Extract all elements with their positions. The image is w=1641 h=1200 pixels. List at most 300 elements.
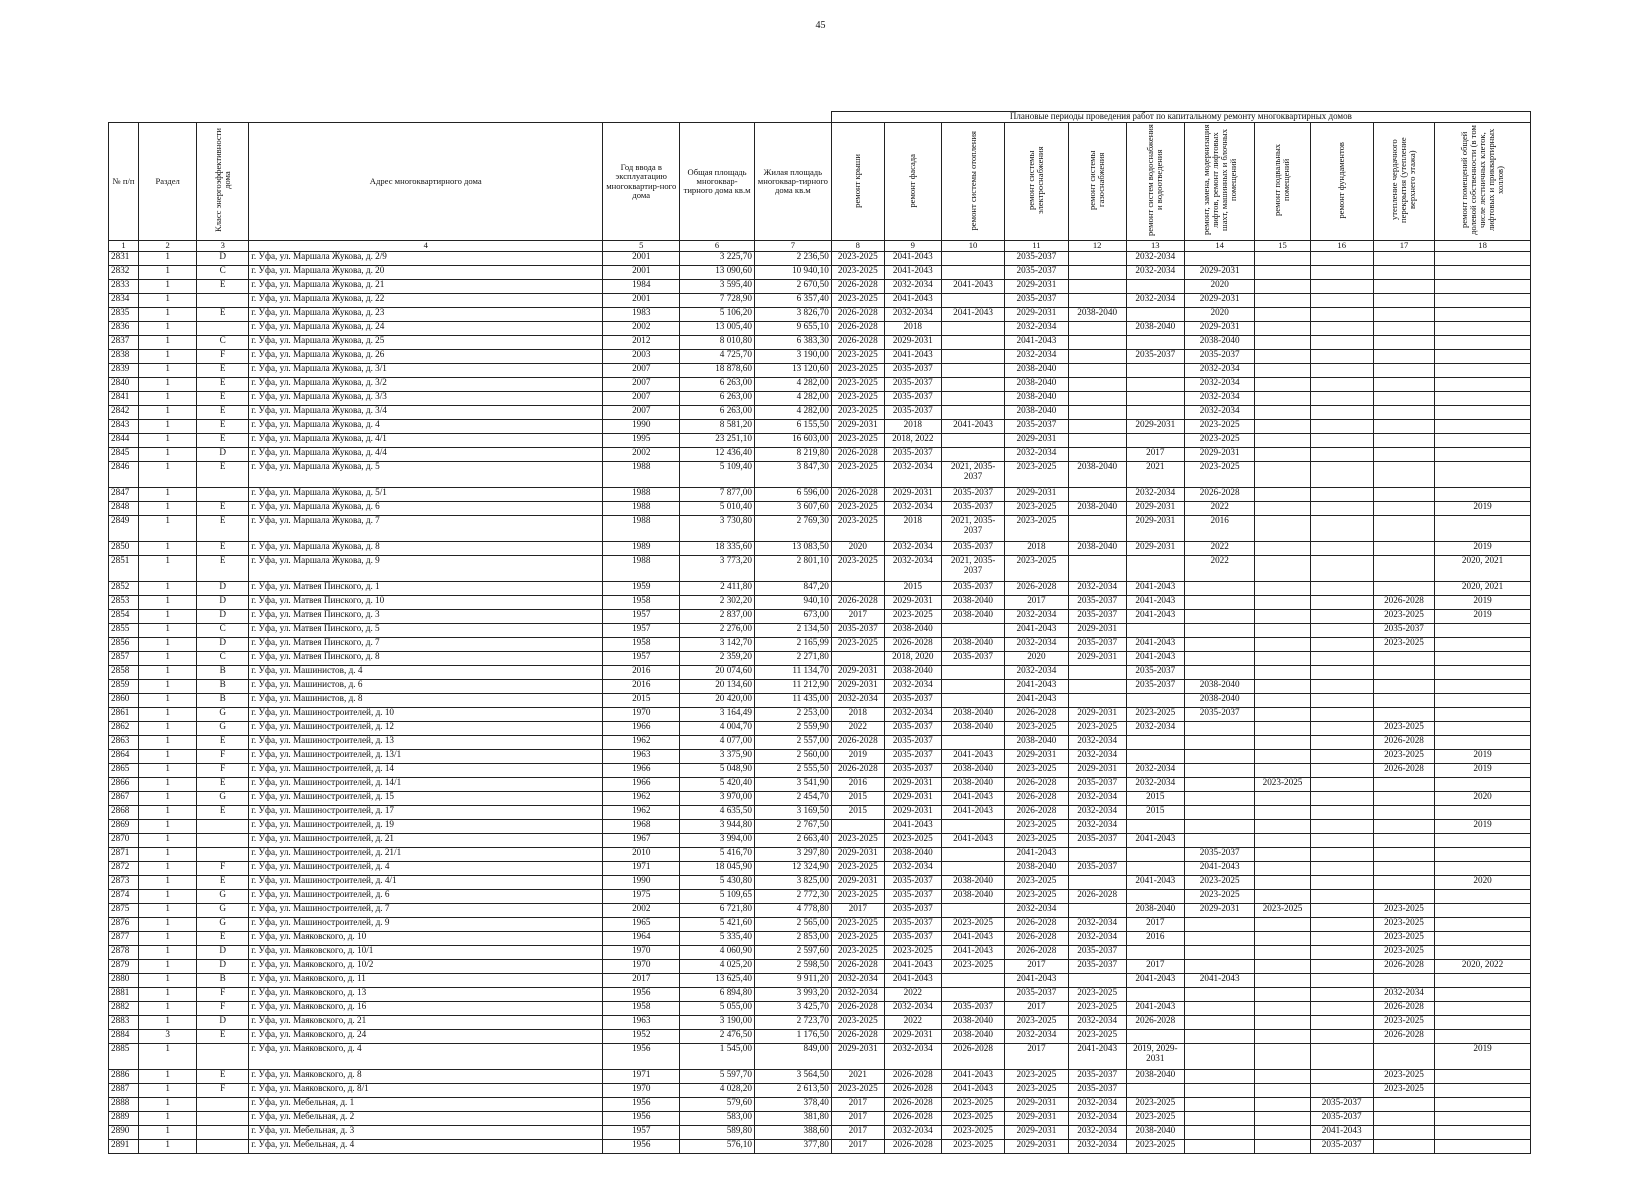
table-cell: 2029-2031 [1184, 266, 1255, 280]
table-cell [941, 294, 1004, 308]
table-cell: 2038-2040 [1068, 502, 1126, 516]
table-cell: 2 769,30 [754, 516, 831, 542]
table-cell [941, 974, 1004, 988]
table-cell: 3 994,00 [680, 834, 755, 848]
table-cell [1068, 406, 1126, 420]
table-cell: 2017 [831, 904, 884, 918]
table-cell: 3 847,30 [754, 462, 831, 488]
table-cell [1373, 488, 1434, 502]
table-cell: 2023-2025 [1005, 556, 1068, 582]
table-cell: 2002 [603, 904, 680, 918]
table-cell: 2038-2040 [1184, 680, 1255, 694]
column-number: 10 [941, 241, 1004, 252]
table-cell: 2015 [1126, 806, 1184, 820]
table-cell: 2026-2028 [831, 736, 884, 750]
table-cell [1255, 862, 1310, 876]
table-cell: 1 [139, 1084, 197, 1098]
table-cell [1435, 1084, 1531, 1098]
table-row [109, 1140, 1531, 1154]
table-cell: 2032-2034 [1373, 988, 1434, 1002]
table-cell: г. Уфа, ул. Маяковского, д. 10/1 [249, 946, 603, 960]
table-cell: 2032-2034 [1184, 406, 1255, 420]
table-cell: 2023-2025 [1005, 1084, 1068, 1098]
table-cell: 2041-2043 [941, 946, 1004, 960]
table-cell [1126, 392, 1184, 406]
table-cell [1255, 708, 1310, 722]
table-cell: 2035-2037 [884, 722, 941, 736]
column-header-label: Год ввода в эксплуатацию многоквартир-ного дома [606, 162, 677, 200]
table-cell: 2032-2034 [1005, 666, 1068, 680]
table-cell [1310, 708, 1373, 722]
table-cell [1310, 280, 1373, 294]
table-cell [1255, 736, 1310, 750]
table-cell: 2035-2037 [1068, 638, 1126, 652]
table-cell [1126, 624, 1184, 638]
table-cell: 2035-2037 [1126, 666, 1184, 680]
table-cell: 2023-2025 [1184, 876, 1255, 890]
table-cell: B [197, 694, 249, 708]
table-cell: D [197, 610, 249, 624]
table-cell [1373, 322, 1434, 336]
table-cell: 2035-2037 [1005, 252, 1068, 266]
table-cell [197, 1044, 249, 1070]
table-cell: 2019 [1435, 596, 1531, 610]
table-row [109, 336, 1531, 350]
table-cell: 2029-2031 [1005, 1140, 1068, 1154]
table-cell: E [197, 806, 249, 820]
table-cell: 1962 [603, 806, 680, 820]
table-cell: г. Уфа, ул. Машиностроителей, д. 10 [249, 708, 603, 722]
table-row [109, 1070, 1531, 1084]
table-cell [1255, 638, 1310, 652]
table-cell: 6 155,50 [754, 420, 831, 434]
table-cell: 2035-2037 [1373, 624, 1434, 638]
table-cell: 2026-2028 [884, 1140, 941, 1154]
table-cell [1068, 876, 1126, 890]
table-cell: 3 773,20 [680, 556, 755, 582]
table-cell: 2038-2040 [884, 666, 941, 680]
table-cell [1373, 542, 1434, 556]
table-cell [1126, 556, 1184, 582]
table-cell: 2023-2025 [831, 516, 884, 542]
table-cell: 2032-2034 [884, 708, 941, 722]
table-cell: 2029-2031 [1068, 708, 1126, 722]
table-cell: 2032-2034 [884, 862, 941, 876]
table-cell [1184, 792, 1255, 806]
table-row [109, 542, 1531, 556]
table-cell [1255, 1030, 1310, 1044]
table-cell: 2018, 2022 [884, 434, 941, 448]
table-cell: 2032-2034 [1005, 322, 1068, 336]
table-cell: 847,20 [754, 582, 831, 596]
column-number: 18 [1435, 241, 1531, 252]
table-cell: 2023-2025 [941, 960, 1004, 974]
table-cell: F [197, 1084, 249, 1098]
table-cell [1435, 638, 1531, 652]
table-cell: 2035-2037 [884, 694, 941, 708]
table-cell: 2001 [603, 252, 680, 266]
table-cell [197, 1098, 249, 1112]
table-cell [1435, 488, 1531, 502]
table-cell [1310, 918, 1373, 932]
table-cell: 2885 [109, 1044, 139, 1070]
table-cell: 2038-2040 [1005, 406, 1068, 420]
table-cell [1068, 488, 1126, 502]
table-cell: 2017 [831, 1140, 884, 1154]
table-cell [1126, 750, 1184, 764]
table-cell [1373, 778, 1434, 792]
table-cell: 2032-2034 [1068, 792, 1126, 806]
table-cell [1255, 680, 1310, 694]
table-cell: 2032-2034 [884, 462, 941, 488]
table-cell: 8 581,20 [680, 420, 755, 434]
header-spacer [109, 112, 832, 123]
table-cell [941, 266, 1004, 280]
table-cell: 1 [139, 974, 197, 988]
table-cell: 9 655,10 [754, 322, 831, 336]
table-cell: 2 165,99 [754, 638, 831, 652]
table-cell [1184, 764, 1255, 778]
table-cell [1310, 988, 1373, 1002]
table-row [109, 294, 1531, 308]
table-cell: 2026-2028 [1005, 932, 1068, 946]
table-cell: 2018 [884, 322, 941, 336]
table-cell: 2032-2034 [1126, 252, 1184, 266]
table-cell: 5 109,40 [680, 462, 755, 488]
table-cell: D [197, 252, 249, 266]
table-cell [1435, 462, 1531, 488]
table-cell: 2035-2037 [884, 904, 941, 918]
table-cell: 2866 [109, 778, 139, 792]
table-row [109, 1084, 1531, 1098]
table-cell [1435, 420, 1531, 434]
table-cell [1068, 336, 1126, 350]
table-cell [1310, 420, 1373, 434]
table-cell [1184, 1084, 1255, 1098]
table-cell: 2032-2034 [1068, 806, 1126, 820]
table-cell: E [197, 1030, 249, 1044]
table-cell: 2029-2031 [831, 680, 884, 694]
table-cell: 2023-2025 [1126, 708, 1184, 722]
table-cell [1435, 694, 1531, 708]
table-cell: 2026-2028 [1373, 1030, 1434, 1044]
table-cell: 6 894,80 [680, 988, 755, 1002]
table-cell: г. Уфа, ул. Маршала Жукова, д. 3/1 [249, 364, 603, 378]
table-cell: 2038-2040 [941, 638, 1004, 652]
table-cell: 1 [139, 392, 197, 406]
table-cell: 3 425,70 [754, 1002, 831, 1016]
table-cell: 11 435,00 [754, 694, 831, 708]
header-row-group [109, 112, 1531, 123]
table-cell: 2023-2025 [941, 1126, 1004, 1140]
table-cell: 3 541,90 [754, 778, 831, 792]
table-cell: 2032-2034 [1068, 1140, 1126, 1154]
table-cell [1255, 1112, 1310, 1126]
table-cell: 2035-2037 [1005, 266, 1068, 280]
table-cell: 2 670,50 [754, 280, 831, 294]
table-cell [941, 392, 1004, 406]
table-cell [1435, 294, 1531, 308]
table-cell: 2859 [109, 680, 139, 694]
table-cell: 2035-2037 [1005, 294, 1068, 308]
table-cell [1255, 266, 1310, 280]
table-cell: 2035-2037 [941, 582, 1004, 596]
table-cell: 2029-2031 [831, 1044, 884, 1070]
table-row [109, 820, 1531, 834]
table-row [109, 778, 1531, 792]
table-cell: г. Уфа, ул. Маршала Жукова, д. 3/4 [249, 406, 603, 420]
table-cell: 1971 [603, 1070, 680, 1084]
table-cell: г. Уфа, ул. Маршала Жукова, д. 5/1 [249, 488, 603, 502]
table-cell: 2041-2043 [884, 266, 941, 280]
table-cell: 2 359,20 [680, 652, 755, 666]
table-cell: 2840 [109, 378, 139, 392]
table-cell: 5 421,60 [680, 918, 755, 932]
table-cell: г. Уфа, ул. Маршала Жукова, д. 4 [249, 420, 603, 434]
table-cell: 8 010,80 [680, 336, 755, 350]
table-cell: 1962 [603, 736, 680, 750]
table-cell: 1970 [603, 708, 680, 722]
table-cell: 2858 [109, 666, 139, 680]
table-cell: 1 [139, 420, 197, 434]
table-cell [1435, 974, 1531, 988]
table-cell: 2035-2037 [831, 624, 884, 638]
table-cell [1435, 932, 1531, 946]
table-cell: 2041-2043 [941, 1084, 1004, 1098]
table-cell: 23 251,10 [680, 434, 755, 448]
table-cell [1310, 322, 1373, 336]
table-cell [1435, 266, 1531, 280]
column-header-5 [603, 123, 680, 241]
table-cell: 2035-2037 [884, 736, 941, 750]
table-cell: 2032-2034 [884, 556, 941, 582]
table-cell: 2831 [109, 252, 139, 266]
table-cell: 1 [139, 624, 197, 638]
table-cell [1126, 820, 1184, 834]
table-cell [1435, 1098, 1531, 1112]
table-cell: 1 [139, 694, 197, 708]
table-cell: 2026-2028 [831, 322, 884, 336]
table-cell [1184, 736, 1255, 750]
table-cell: г. Уфа, ул. Маяковского, д. 4 [249, 1044, 603, 1070]
column-number: 13 [1126, 241, 1184, 252]
table-cell [1255, 556, 1310, 582]
table-cell: 2029-2031 [1126, 542, 1184, 556]
table-cell: 2038-2040 [1005, 364, 1068, 378]
table-cell [1255, 652, 1310, 666]
table-cell: 2029-2031 [831, 420, 884, 434]
table-cell: D [197, 1016, 249, 1030]
table-cell [1310, 294, 1373, 308]
table-cell [197, 820, 249, 834]
table-cell: г. Уфа, ул. Матвея Пинского, д. 10 [249, 596, 603, 610]
column-number: 1 [109, 241, 139, 252]
table-cell: 2023-2025 [1005, 876, 1068, 890]
column-header-13 [1126, 123, 1184, 241]
table-cell: г. Уфа, ул. Мебельная, д. 1 [249, 1098, 603, 1112]
table-cell: 2038-2040 [1184, 694, 1255, 708]
table-cell: 2026-2028 [831, 1030, 884, 1044]
table-cell: 1989 [603, 542, 680, 556]
table-cell [1310, 406, 1373, 420]
table-cell [941, 820, 1004, 834]
table-cell: 2 853,00 [754, 932, 831, 946]
table-cell: 2041-2043 [1184, 974, 1255, 988]
column-number: 11 [1005, 241, 1068, 252]
table-cell: 576,10 [680, 1140, 755, 1154]
table-cell: 12 436,40 [680, 448, 755, 462]
table-cell [1255, 502, 1310, 516]
table-cell [1310, 960, 1373, 974]
table-cell: 2038-2040 [941, 778, 1004, 792]
table-cell: 2023-2025 [1184, 420, 1255, 434]
table-cell [1373, 680, 1434, 694]
table-cell: 2854 [109, 610, 139, 624]
table-cell [1255, 750, 1310, 764]
table-cell [1255, 280, 1310, 294]
table-cell: 2023-2025 [1184, 890, 1255, 904]
table-cell [1255, 336, 1310, 350]
table-cell: 2026-2028 [1005, 806, 1068, 820]
table-row [109, 918, 1531, 932]
table-row [109, 420, 1531, 434]
table-cell: 2032-2034 [1184, 378, 1255, 392]
table-cell [1435, 378, 1531, 392]
column-number: 9 [884, 241, 941, 252]
table-row [109, 406, 1531, 420]
table-cell: 1 [139, 1044, 197, 1070]
column-header-label: ремонт фундаментов [1336, 142, 1347, 219]
table-cell: 2 663,40 [754, 834, 831, 848]
column-header-11 [1005, 123, 1068, 241]
table-cell: 2041-2043 [884, 820, 941, 834]
table-cell: г. Уфа, ул. Маршала Жукова, д. 3/2 [249, 378, 603, 392]
table-cell: 2035-2037 [1310, 1098, 1373, 1112]
table-cell: 1 [139, 1002, 197, 1016]
table-cell: 2032-2034 [884, 1044, 941, 1070]
table-cell: 2023-2025 [831, 932, 884, 946]
table-cell [1068, 252, 1126, 266]
table-cell [1310, 666, 1373, 680]
table-cell [1310, 680, 1373, 694]
table-cell: 2023-2025 [831, 364, 884, 378]
table-row [109, 378, 1531, 392]
table-cell: 2035-2037 [941, 488, 1004, 502]
table-cell: 2023-2025 [831, 638, 884, 652]
column-header-12 [1068, 123, 1126, 241]
column-header-2 [139, 123, 197, 241]
table-cell [1255, 960, 1310, 974]
table-cell: 2032-2034 [1068, 736, 1126, 750]
table-cell [1255, 1140, 1310, 1154]
table-cell [1184, 1126, 1255, 1140]
table-cell: 2023-2025 [1255, 778, 1310, 792]
table-cell [1255, 462, 1310, 488]
table-cell [1435, 1126, 1531, 1140]
table-cell: 1 [139, 932, 197, 946]
table-cell [1435, 862, 1531, 876]
table-cell: 18 335,60 [680, 542, 755, 556]
table-cell: 2861 [109, 708, 139, 722]
table-cell [1184, 820, 1255, 834]
table-cell [1435, 252, 1531, 266]
column-header-label: № п/п [112, 175, 135, 186]
table-cell: 1 [139, 778, 197, 792]
table-cell: 2032-2034 [1068, 1016, 1126, 1030]
table-cell: 2890 [109, 1126, 139, 1140]
table-cell: 2017 [1126, 960, 1184, 974]
table-cell [941, 252, 1004, 266]
table-cell [1310, 378, 1373, 392]
table-cell: 2041-2043 [1126, 638, 1184, 652]
table-cell: 2 302,20 [680, 596, 755, 610]
table-cell: 2032-2034 [1068, 918, 1126, 932]
table-cell: 2032-2034 [1126, 722, 1184, 736]
table-cell: 2021, 2035-2037 [941, 516, 1004, 542]
header-row-columns [109, 123, 1531, 241]
column-header-label: Общая площадь многоквар-тирного дома кв.м [683, 166, 751, 195]
table-cell [1255, 848, 1310, 862]
table-cell: г. Уфа, ул. Мебельная, д. 3 [249, 1126, 603, 1140]
table-cell: г. Уфа, ул. Машиностроителей, д. 21 [249, 834, 603, 848]
table-cell [1310, 624, 1373, 638]
table-cell [941, 666, 1004, 680]
table-cell: 2032-2034 [1005, 610, 1068, 624]
table-cell [941, 378, 1004, 392]
table-cell: 2026-2028 [1068, 890, 1126, 904]
table-cell [1068, 350, 1126, 364]
column-header-17 [1373, 123, 1434, 241]
table-cell: 2019 [1435, 764, 1531, 778]
table-cell [1373, 350, 1434, 364]
table-cell: 1990 [603, 420, 680, 434]
table-cell: 2023-2025 [831, 1016, 884, 1030]
table-cell: 2876 [109, 918, 139, 932]
table-cell: 2018, 2020 [884, 652, 941, 666]
table-cell: 2023-2025 [1126, 1098, 1184, 1112]
table-cell: 2849 [109, 516, 139, 542]
table-cell [1310, 694, 1373, 708]
table-cell: 11 212,90 [754, 680, 831, 694]
table-cell [1310, 862, 1373, 876]
table-cell: 2023-2025 [831, 462, 884, 488]
table-cell: 2029-2031 [1005, 308, 1068, 322]
table-cell [1184, 946, 1255, 960]
column-header-7 [754, 123, 831, 241]
table-cell [1310, 1030, 1373, 1044]
table-cell: 2023-2025 [1005, 834, 1068, 848]
table-cell [1255, 448, 1310, 462]
table-cell [1255, 596, 1310, 610]
table-cell: 2041-2043 [941, 806, 1004, 820]
table-row [109, 364, 1531, 378]
table-cell [1310, 638, 1373, 652]
table-cell: 2851 [109, 556, 139, 582]
table-cell [1255, 322, 1310, 336]
table-cell: 2 801,10 [754, 556, 831, 582]
table-cell: 2029-2031 [884, 1030, 941, 1044]
table-cell [941, 736, 1004, 750]
table-cell: 2032-2034 [1126, 778, 1184, 792]
table-cell [1310, 1002, 1373, 1016]
table-body [109, 252, 1531, 1154]
table-cell: 2841 [109, 392, 139, 406]
table-cell: 4 635,50 [680, 806, 755, 820]
table-cell [1184, 1098, 1255, 1112]
column-header-15 [1255, 123, 1310, 241]
table-row [109, 556, 1531, 582]
table-cell: 2023-2025 [831, 252, 884, 266]
